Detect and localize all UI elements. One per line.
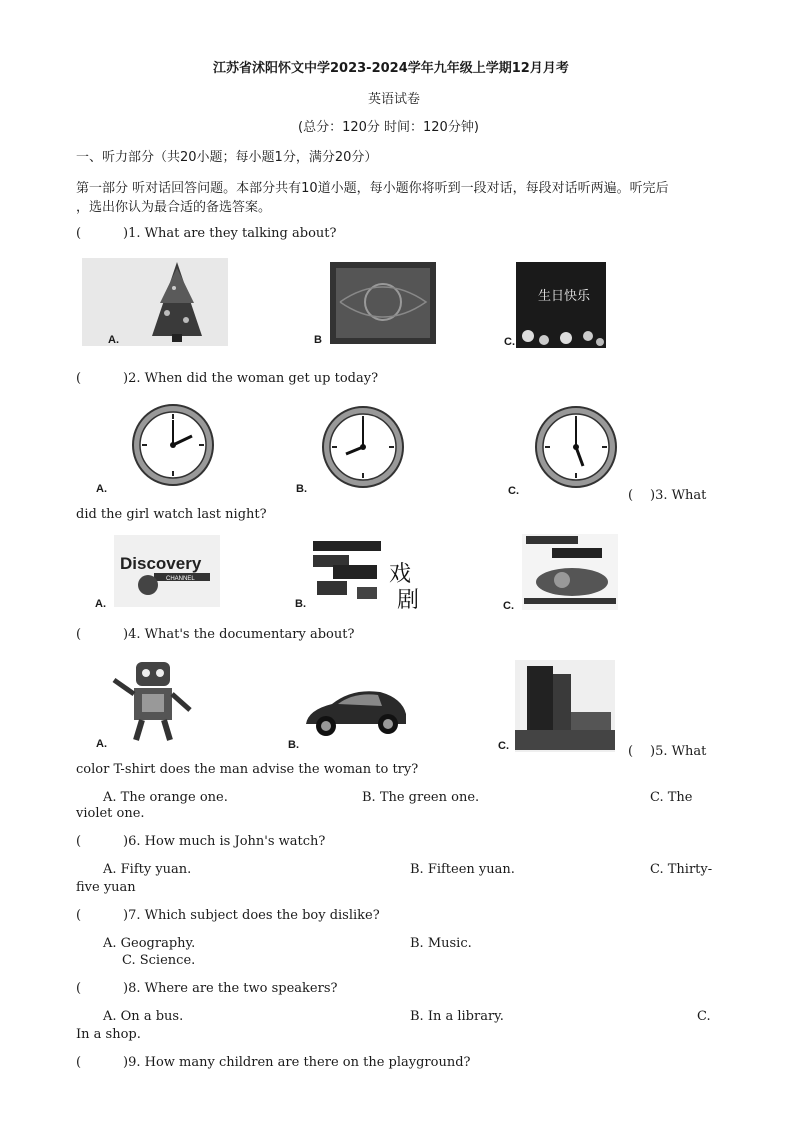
q3-option-a-image[interactable] — [114, 535, 220, 607]
q1-paren[interactable]: ( — [76, 226, 82, 241]
car-icon — [302, 680, 410, 742]
q3-paren[interactable]: ( — [628, 488, 634, 503]
q8-option-c[interactable]: C. — [697, 1009, 711, 1024]
q7-option-c[interactable]: C. Science. — [122, 953, 196, 968]
q9-text: )9. How many children are there on the playground? — [123, 1055, 471, 1070]
q8-paren[interactable]: ( — [76, 981, 82, 996]
q4-option-c-image[interactable] — [515, 660, 615, 752]
q2-paren[interactable]: ( — [76, 371, 82, 386]
card-icon — [330, 262, 436, 344]
q5-text-b: color T-shirt does the man advise the woman to try? — [76, 762, 419, 777]
q4-label-a: A. — [96, 738, 107, 750]
q4-paren[interactable]: ( — [76, 627, 82, 642]
q4-label-b: B. — [288, 739, 299, 751]
q1-option-a-image[interactable] — [82, 258, 228, 346]
christmas-tree-icon — [82, 258, 228, 346]
exam-subject: 英语试卷 — [368, 92, 421, 107]
q2-option-a-image[interactable] — [130, 402, 216, 488]
q6-option-a[interactable]: A. Fifty yuan. — [103, 862, 192, 877]
q6-option-c-cont: five yuan — [76, 880, 136, 895]
birthday-text: 生日快乐 — [538, 289, 591, 304]
q5-option-c-cont: violet one. — [76, 806, 145, 821]
q3-label-b: B. — [295, 598, 306, 610]
q5-text-a: )5. What — [650, 744, 707, 759]
q3-text-b: did the girl watch last night? — [76, 507, 267, 522]
q1-label-a: A. — [108, 334, 119, 346]
q3-label-a: A. — [95, 598, 106, 610]
q3-label-c: C. — [503, 600, 514, 612]
part1-instructions-line1: 第一部分 听对话回答问题。本部分共有10道小题，每小题你将听到一段对话，每段对话听两遍。听完后 — [76, 181, 669, 196]
q5-paren[interactable]: ( — [628, 744, 634, 759]
q3-option-c-image[interactable] — [522, 534, 618, 610]
q4-label-c: C. — [498, 740, 509, 752]
clock-icon — [130, 402, 216, 488]
xi-text: 戏 — [389, 562, 412, 587]
q6-option-b[interactable]: B. Fifteen yuan. — [410, 862, 515, 877]
q5-option-c[interactable]: C. The — [650, 790, 693, 805]
exam-meta: (总分：120分 时间：120分钟) — [298, 120, 479, 135]
discovery-text: Discovery — [120, 554, 202, 573]
discovery-logo-icon — [114, 535, 220, 607]
q4-option-b-image[interactable] — [302, 680, 410, 742]
q7-text: )7. Which subject does the boy dislike? — [123, 908, 380, 923]
q2-text: )2. When did the woman get up today? — [123, 371, 379, 386]
q6-text: )6. How much is John's watch? — [123, 834, 326, 849]
q9-paren[interactable]: ( — [76, 1055, 82, 1070]
clock-icon — [320, 404, 406, 490]
q7-paren[interactable]: ( — [76, 908, 82, 923]
q3-option-b-image[interactable] — [313, 537, 423, 611]
section-heading: 一、听力部分（共20小题；每小题1分，满分20分） — [76, 150, 378, 165]
q1-text: )1. What are they talking about? — [123, 226, 337, 241]
q8-option-a[interactable]: A. On a bus. — [103, 1009, 184, 1024]
exam-title: 江苏省沭阳怀文中学2023-2024学年九年级上学期12月月考 — [213, 61, 569, 76]
q7-option-a[interactable]: A. Geography. — [103, 936, 196, 951]
building-icon — [515, 660, 615, 752]
robot-icon — [106, 658, 198, 746]
channel-text: CHANNEL — [166, 576, 195, 582]
q8-option-c-cont: In a shop. — [76, 1027, 141, 1042]
q2-option-c-image[interactable] — [533, 404, 619, 490]
q7-option-b[interactable]: B. Music. — [410, 936, 472, 951]
q1-option-c-image[interactable] — [516, 262, 606, 348]
q8-text: )8. Where are the two speakers? — [123, 981, 338, 996]
clock-icon — [533, 404, 619, 490]
cartoon-poster-icon — [522, 534, 618, 610]
ju-text: 剧 — [397, 588, 420, 611]
birthday-card-icon — [516, 262, 606, 348]
q1-option-b-image[interactable] — [330, 262, 436, 344]
q8-option-b[interactable]: B. In a library. — [410, 1009, 504, 1024]
drama-poster-icon — [313, 537, 423, 611]
q2-option-b-image[interactable] — [320, 404, 406, 490]
q2-label-b: B. — [296, 483, 307, 495]
q6-option-c[interactable]: C. Thirty- — [650, 862, 713, 877]
q4-text: )4. What's the documentary about? — [123, 627, 355, 642]
q2-label-a: A. — [96, 483, 107, 495]
q5-option-b[interactable]: B. The green one. — [362, 790, 480, 805]
q3-text-a: )3. What — [650, 488, 707, 503]
q4-option-a-image[interactable] — [106, 658, 198, 746]
q1-label-b: B — [314, 334, 322, 346]
q2-label-c: C. — [508, 485, 519, 497]
part1-instructions-line2: ，选出你认为最合适的备选答案。 — [76, 200, 272, 215]
q6-paren[interactable]: ( — [76, 834, 82, 849]
q1-label-c: C. — [504, 336, 515, 348]
q5-option-a[interactable]: A. The orange one. — [103, 790, 228, 805]
